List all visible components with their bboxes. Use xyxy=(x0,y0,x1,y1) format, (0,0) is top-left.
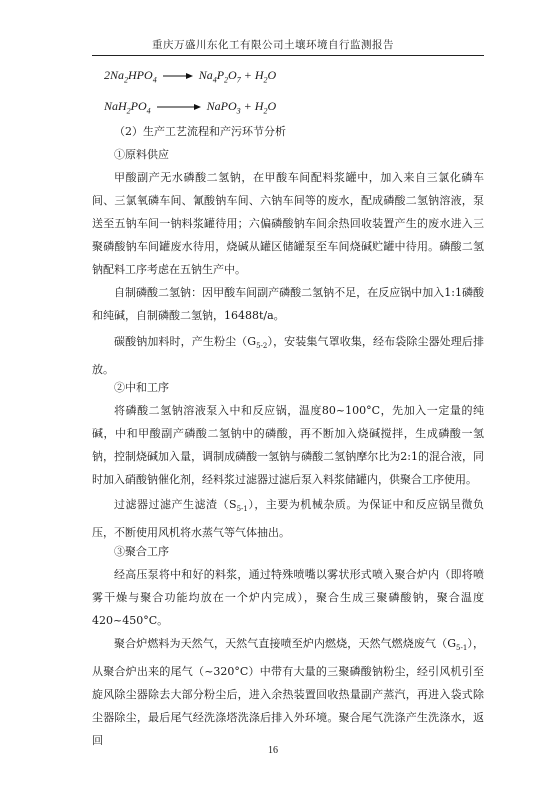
eq1-sub: 4 xyxy=(212,75,217,85)
equation-2 xyxy=(104,99,276,115)
paragraph xyxy=(92,330,484,381)
eq1-o: O xyxy=(267,68,277,82)
paragraph xyxy=(92,632,484,752)
eq1-rhs2: P xyxy=(216,68,225,82)
eq2-sub: 4 xyxy=(146,106,151,116)
subscript: 5-1 xyxy=(456,644,468,653)
text-span: 碳酸钠加料时，产生粉尘（G xyxy=(114,335,257,348)
eq2-lhs2: PO xyxy=(130,99,147,113)
eq1-sub: 2 xyxy=(124,75,129,85)
eq2-lhs: NaH xyxy=(104,99,127,113)
eq1-rhs3: O xyxy=(228,68,237,82)
subsection-heading: ②中和工序 xyxy=(114,381,169,394)
paragraph: 甲酸副产无水磷酸二氢钠，在甲酸车间配料浆罐中，加入来自三氯化磷车间、三氯氧磷车间、氰酸钠车间、六钠车间等的废水，配成磷酸二氢钠溶液，泵送至五钠车间一钠料浆罐待用；六偏磷酸钠车间余热回收装置产生的废水进入三聚磷酸钠车间罐废水待用，烧碱从罐区储罐泵至车间烧碱贮罐中待用。磷酸二氢钠配料工序考虑在五钠生产中。 xyxy=(92,171,484,276)
eq2-sub: 2 xyxy=(263,106,268,116)
eq2-sub: 2 xyxy=(126,106,131,116)
eq1-sub: 2 xyxy=(263,75,268,85)
page-number: 16 xyxy=(268,745,278,756)
eq1-lhs: 2Na xyxy=(104,68,125,82)
paragraph xyxy=(92,493,484,544)
eq1-sub: 4 xyxy=(152,75,157,85)
paragraph: 经高压泵将中和好的料浆，通过特殊喷嘴以雾状形式喷入聚合炉内（即将喷雾干燥与聚合功能均放在一个炉内完成），聚合生成三聚磷酸钠，聚合温度420~450°C。 xyxy=(92,568,484,627)
eq1-sub: 2 xyxy=(224,75,229,85)
reaction-arrow-icon xyxy=(163,72,193,80)
text-span: ），安装集气罩收集，经布袋除尘器处理后排放。 xyxy=(92,335,484,377)
running-header: 重庆万盛川东化工有限公司土壤环境自行监测报告 xyxy=(152,39,394,51)
paragraph: 自制磷酸二氢钠：因甲酸车间副产磷酸二氢钠不足，在反应锅中加入1:1磷酸和纯碱，自制磷酸二氢钠，16488t/a。 xyxy=(92,286,484,322)
subscript: 5-1 xyxy=(236,505,248,514)
subscript: 5-2 xyxy=(256,342,268,351)
subsection-heading: ③聚合工序 xyxy=(114,545,169,558)
text-span: ），主要为机械杂质。为保证中和反应锅呈微负压，不断使用风机将水蒸气等气体抽出。 xyxy=(92,498,484,540)
section-heading: （2）生产工艺流程和产污环节分析 xyxy=(114,125,286,138)
eq2-rhs: NaPO xyxy=(206,99,237,113)
text-span: 聚合炉燃料为天然气，天然气直接喷至炉内燃烧，天然气燃烧废气（G xyxy=(114,637,456,650)
eq2-sub: 3 xyxy=(236,106,241,116)
subsection-heading: ①原料供应 xyxy=(114,148,169,161)
eq2-o: O xyxy=(267,99,277,113)
eq1-rhs: Na xyxy=(198,68,213,82)
equation-1 xyxy=(104,68,276,84)
reaction-arrow-icon xyxy=(157,103,201,111)
eq2-plus: + H xyxy=(240,99,264,113)
header-rule xyxy=(92,55,484,56)
paragraph: 将磷酸二氢钠溶液泵入中和反应锅，温度80~100°C，先加入一定量的纯碱，中和甲酸副产磷酸二氢钠中的磷酸，再不断加入烧碱搅拌，生成磷酸一氢钠，控制烧碱加入量，调制成磷酸一氢钠与磷酸二氢钠摩尔比为2:1的混合液，同时加入硝酸钠催化剂，经料浆过滤器过滤后泵入料浆储罐内，供聚合工序使用。 xyxy=(92,404,484,486)
text-span: ），从聚合炉出来的尾气（~320°C）中带有大量的三聚磷酸钠粉尘，经引风机引至旋风除尘器除去大部分粉尘后，进入余热装置回收热量副产蒸汽，再进入袋式除尘器除尘，最后尾气经洗涤塔洗涤后排入外环境。聚合尾气洗涤产生洗涤水，返回 xyxy=(92,637,484,748)
eq1-plus: + H xyxy=(240,68,264,82)
eq1-lhs2: HPO xyxy=(128,68,153,82)
eq1-sub: 7 xyxy=(236,75,241,85)
text-span: 过滤器过滤产生滤渣（S xyxy=(114,498,237,511)
